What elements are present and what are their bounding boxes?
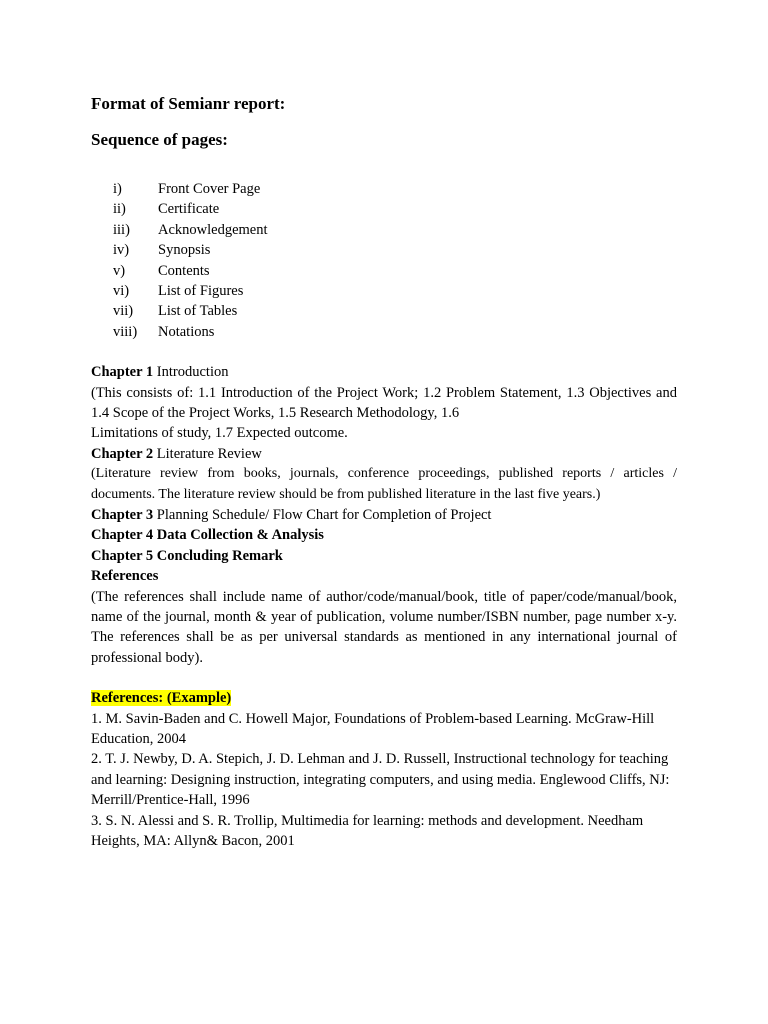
chapter-5-label: Chapter 5 Concluding Remark — [91, 547, 283, 564]
list-item — [91, 179, 677, 199]
chapter-3-label: Chapter 3 — [91, 506, 154, 523]
chapter-5 — [91, 546, 677, 566]
chapter-3 — [91, 505, 677, 525]
list-item-number: vi) — [113, 282, 130, 299]
reference-item: 2. T. J. Newby, D. A. Stepich, J. D. Lehman and J. D. Russell, Instructional technology for teaching and learning: Designing instruction, integrating computers, and using media. Englewood Cliffs, NJ: Merrill/Prentice-Hall, 1996 — [91, 751, 670, 809]
list-item-label: Synopsis — [158, 242, 211, 259]
list-item-number: ii) — [113, 201, 126, 218]
list-item — [91, 301, 677, 321]
chapter-2-description: (Literature review from books, journals, conference proceedings, published reports / articles / documents. The literature review should be from published literature in the last five years.) — [91, 466, 677, 502]
list-item — [91, 261, 677, 281]
spacer — [91, 668, 677, 688]
chapter-1 — [91, 362, 677, 382]
references-description: (The references shall include name of author/code/manual/book, title of paper/code/manual/book, name of the journal, month & year of publication, volume number/ISBN number, page number x-y. The references shall be as per universal standards as mentioned in any international journal of professional body). — [91, 588, 677, 666]
chapter-2-label: Chapter 2 — [91, 445, 154, 462]
list-item-label: Acknowledgement — [158, 221, 268, 238]
list-item-label: Certificate — [158, 201, 220, 218]
chapter-1-description: (This consists of: 1.1 Introduction of the Project Work; 1.2 Problem Statement, 1.3 Objectives and 1.4 Scope of the Project Works, 1.5 Research Methodology, 1.6 — [91, 384, 677, 421]
list-item — [91, 220, 677, 240]
chapter-3-title: Planning Schedule/ Flow Chart for Completion of Project — [153, 506, 492, 523]
list-item — [91, 322, 677, 342]
chapter-1-description-continued: Limitations of study, 1.7 Expected outcome. — [91, 425, 348, 442]
reference-item: 1. M. Savin-Baden and C. Howell Major, Foundations of Problem-based Learning. McGraw-Hill Education, 2004 — [91, 710, 655, 748]
list-item-number: vii) — [113, 303, 134, 320]
chapter-2-title: Literature Review — [153, 445, 262, 462]
chapter-1-title: Introduction — [153, 364, 229, 381]
list-item — [91, 281, 677, 301]
list-item-label: Notations — [158, 323, 215, 340]
list-item-label: Front Cover Page — [158, 181, 261, 197]
list-item — [91, 240, 677, 260]
sequence-list — [91, 179, 677, 342]
references-label: References — [91, 568, 159, 585]
examples-heading: References: (Example) — [91, 690, 232, 707]
list-item-number: iv) — [113, 242, 130, 259]
list-item-label: List of Figures — [158, 282, 244, 299]
page-title: Format of Semianr report: — [91, 94, 286, 113]
list-item-number: viii) — [113, 323, 138, 340]
references-heading — [91, 566, 677, 586]
chapter-4-label: Chapter 4 Data Collection & Analysis — [91, 527, 324, 544]
examples-heading-line — [91, 688, 677, 708]
list-item-label: Contents — [158, 262, 210, 279]
list-item-number: i) — [113, 181, 122, 197]
list-item-number: v) — [113, 262, 126, 279]
list-item — [91, 199, 677, 219]
document-page — [91, 92, 677, 851]
reference-item: 3. S. N. Alessi and S. R. Trollip, Multimedia for learning: methods and development. Needham Heights, MA: Allyn& Bacon, 2001 — [91, 812, 644, 850]
list-item-label: List of Tables — [158, 303, 238, 320]
reference-examples — [91, 709, 677, 852]
list-item-number: iii) — [113, 221, 130, 238]
chapter-4 — [91, 525, 677, 545]
chapter-2 — [91, 444, 677, 464]
sequence-heading: Sequence of pages: — [91, 130, 228, 149]
chapter-1-label: Chapter 1 — [91, 364, 154, 381]
